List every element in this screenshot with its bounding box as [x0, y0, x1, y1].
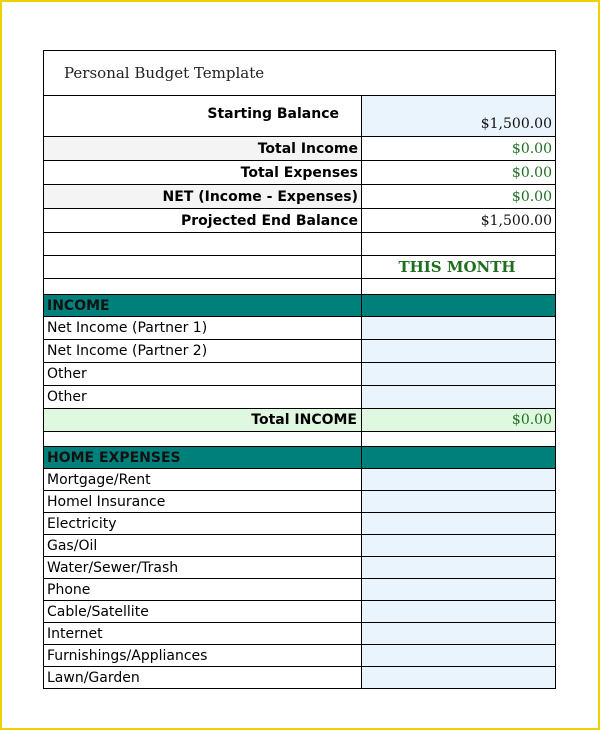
income-total-label: Total INCOME	[44, 409, 362, 431]
section-header-income	[44, 295, 555, 317]
empty-cell	[44, 279, 362, 294]
expense-input-cell[interactable]	[362, 645, 555, 666]
expense-row	[44, 645, 555, 667]
empty-cell	[362, 279, 555, 294]
expense-input-cell[interactable]	[362, 557, 555, 578]
summary-value: $1,500.00	[480, 212, 552, 229]
expense-row	[44, 469, 555, 491]
income-input-cell[interactable]	[362, 340, 555, 362]
summary-value-cell[interactable]: $1,500.00	[362, 96, 555, 136]
section-fill	[362, 447, 555, 468]
summary-row-starting-balance	[44, 96, 555, 137]
summary-label: Total Expenses	[44, 161, 362, 184]
expense-row	[44, 513, 555, 535]
expense-item-label: Water/Sewer/Trash	[44, 557, 362, 578]
summary-value: $0.00	[511, 140, 552, 157]
summary-label: NET (Income - Expenses)	[44, 185, 362, 208]
sheet-title: Personal Budget Template	[44, 50, 555, 96]
spacer-row	[44, 432, 555, 447]
empty-cell	[44, 233, 362, 255]
empty-cell	[362, 233, 555, 255]
income-row	[44, 317, 555, 340]
section-title: INCOME	[44, 295, 362, 316]
column-header-this-month: THIS MONTH	[398, 258, 516, 276]
expense-item-label: Cable/Satellite	[44, 601, 362, 622]
summary-label: Starting Balance	[44, 96, 362, 136]
income-total-row	[44, 409, 555, 432]
expense-item-label: Furnishings/Appliances	[44, 645, 362, 666]
summary-value: $0.00	[511, 164, 552, 181]
summary-row-total-income	[44, 137, 555, 161]
expense-item-label: Lawn/Garden	[44, 667, 362, 688]
summary-row-total-expenses	[44, 161, 555, 185]
summary-label: Total Income	[44, 137, 362, 160]
column-header-row	[44, 256, 555, 279]
expense-row	[44, 667, 555, 689]
expense-input-cell[interactable]	[362, 579, 555, 600]
section-header-home-expenses	[44, 447, 555, 469]
expense-input-cell[interactable]	[362, 623, 555, 644]
empty-cell	[362, 432, 555, 446]
empty-cell	[44, 256, 362, 278]
income-row	[44, 386, 555, 409]
summary-value: $0.00	[511, 188, 552, 205]
empty-cell	[44, 432, 362, 446]
spacer-row	[44, 233, 555, 256]
expense-input-cell[interactable]	[362, 469, 555, 490]
summary-row-projected-end	[44, 209, 555, 233]
expense-row	[44, 491, 555, 513]
expense-input-cell[interactable]	[362, 667, 555, 688]
income-item-label: Other	[44, 363, 362, 385]
summary-label: Projected End Balance	[44, 209, 362, 232]
income-item-label: Net Income (Partner 2)	[44, 340, 362, 362]
section-title: HOME EXPENSES	[44, 447, 362, 468]
summary-row-net	[44, 185, 555, 209]
expense-input-cell[interactable]	[362, 513, 555, 534]
expense-item-label: Gas/Oil	[44, 535, 362, 556]
income-input-cell[interactable]	[362, 363, 555, 385]
expense-row	[44, 535, 555, 557]
section-fill	[362, 295, 555, 316]
expense-input-cell[interactable]	[362, 601, 555, 622]
expense-item-label: Internet	[44, 623, 362, 644]
expense-item-label: Electricity	[44, 513, 362, 534]
expense-item-label: Homel Insurance	[44, 491, 362, 512]
budget-sheet	[43, 50, 556, 689]
income-input-cell[interactable]	[362, 386, 555, 408]
expense-row	[44, 623, 555, 645]
expense-input-cell[interactable]	[362, 491, 555, 512]
income-input-cell[interactable]	[362, 317, 555, 339]
spacer-row	[44, 279, 555, 295]
income-item-label: Net Income (Partner 1)	[44, 317, 362, 339]
expense-row	[44, 601, 555, 623]
income-row	[44, 340, 555, 363]
expense-item-label: Mortgage/Rent	[44, 469, 362, 490]
expense-row	[44, 579, 555, 601]
expense-input-cell[interactable]	[362, 535, 555, 556]
income-row	[44, 363, 555, 386]
income-total-value: $0.00	[362, 409, 555, 431]
expense-item-label: Phone	[44, 579, 362, 600]
income-item-label: Other	[44, 386, 362, 408]
expense-row	[44, 557, 555, 579]
